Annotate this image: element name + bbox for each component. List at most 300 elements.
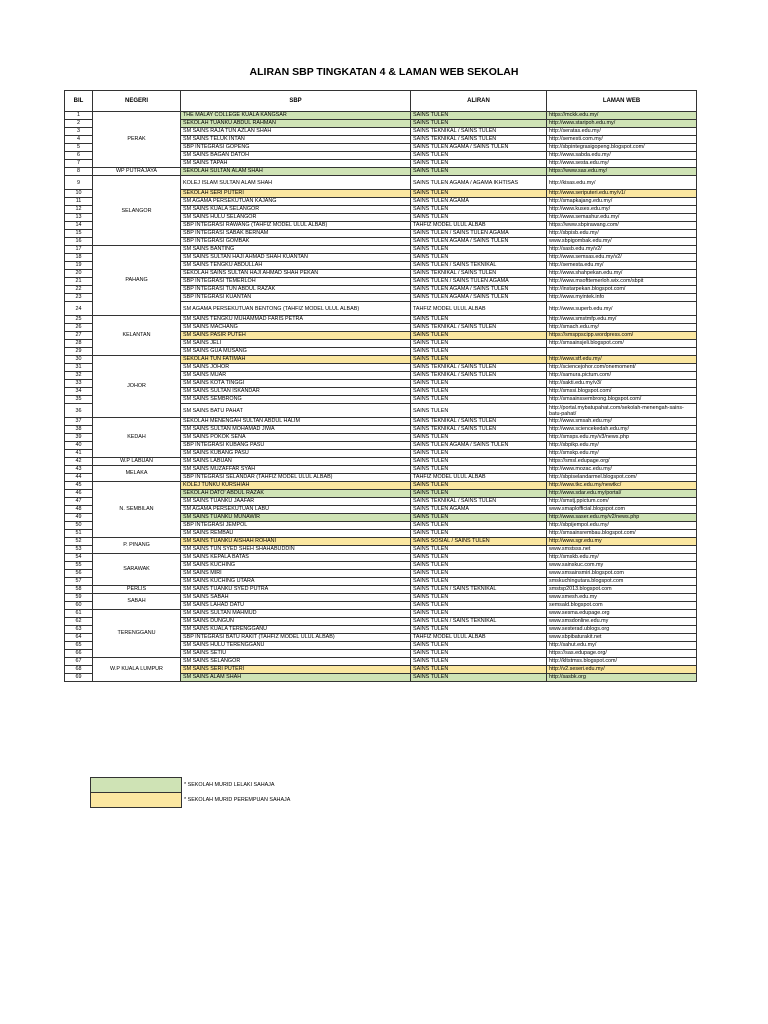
cell-sbp: SM SAINS DUNGUN bbox=[181, 618, 411, 626]
cell-bil: 42 bbox=[65, 458, 93, 466]
cell-bil: 15 bbox=[65, 230, 93, 238]
cell-sbp: SBP INTEGRASI BATU RAKIT (TAHFIZ MODEL ULUL ALBAB) bbox=[181, 634, 411, 642]
cell-bil: 14 bbox=[65, 222, 93, 230]
cell-bil: 31 bbox=[65, 364, 93, 372]
cell-bil: 67 bbox=[65, 658, 93, 666]
cell-sbp: SM AGAMA PERSEKUTUAN BENTONG (TAHFIZ MODEL ULUL ALBAB) bbox=[181, 302, 411, 316]
cell-bil: 29 bbox=[65, 348, 93, 356]
cell-web[interactable]: http://sasbk.org bbox=[547, 674, 697, 682]
cell-sbp: SM SAINS SERI PUTERI bbox=[181, 666, 411, 674]
cell-bil: 49 bbox=[65, 514, 93, 522]
cell-web[interactable]: http://www.mozac.edu.my/ bbox=[547, 466, 697, 474]
cell-bil: 56 bbox=[65, 570, 93, 578]
cell-aliran: TAHFIZ MODEL ULUL ALBAB bbox=[411, 474, 547, 482]
legend-swatch-male bbox=[91, 778, 182, 793]
cell-web[interactable]: http://seratas.edu.my/ bbox=[547, 128, 697, 136]
cell-aliran: SAINS TULEN / SAINS TEKNIKAL bbox=[411, 586, 547, 594]
cell-sbp: SM AGAMA PERSEKUTUAN LABU bbox=[181, 506, 411, 514]
cell-bil: 64 bbox=[65, 634, 93, 642]
cell-web[interactable]: http://www.sciencekedah.edu.my/ bbox=[547, 426, 697, 434]
cell-sbp: SM SAINS TUANKU JAAFAR bbox=[181, 498, 411, 506]
cell-aliran: SAINS TULEN bbox=[411, 160, 547, 168]
cell-web[interactable]: http://sbpijempol.edu.my/ bbox=[547, 522, 697, 530]
cell-sbp: SM SAINS RAJA TUN AZLAN SHAH bbox=[181, 128, 411, 136]
table-row bbox=[65, 466, 697, 474]
cell-aliran: SAINS TULEN bbox=[411, 214, 547, 222]
cell-sbp: SM SAINS KUALA TERENGGANU bbox=[181, 626, 411, 634]
cell-sbp: SM SAINS BANTING bbox=[181, 246, 411, 254]
cell-web[interactable]: http://v2.seseri.edu.my/ bbox=[547, 666, 697, 674]
cell-web[interactable]: http://samura.pictum.com/ bbox=[547, 372, 697, 380]
cell-bil: 25 bbox=[65, 316, 93, 324]
cell-sbp: SM SAINS HULU TERENGGANU bbox=[181, 642, 411, 650]
cell-bil: 2 bbox=[65, 120, 93, 128]
cell-aliran: SAINS TEKNIKAL / SAINS TULEN bbox=[411, 324, 547, 332]
cell-sbp: SM SAINS BATU PAHAT bbox=[181, 404, 411, 418]
cell-aliran: SAINS TULEN AGAMA / SAINS TULEN bbox=[411, 238, 547, 246]
cell-negeri: SARAWAK bbox=[93, 554, 181, 586]
cell-sbp: SM SAINS SULTAN MOHAMAD JIWA bbox=[181, 426, 411, 434]
table-row bbox=[65, 458, 697, 466]
cell-sbp: SM SAINS MUAR bbox=[181, 372, 411, 380]
cell-web[interactable]: www.smaplofficial.blogspot.com bbox=[547, 506, 697, 514]
cell-web[interactable]: http://semesta.edu.my/ bbox=[547, 262, 697, 270]
cell-sbp: SM SAINS LAHAD DATU bbox=[181, 602, 411, 610]
cell-web[interactable]: http://sbpisb.edu.my/ bbox=[547, 230, 697, 238]
cell-web[interactable]: semsald.blogspot.com bbox=[547, 602, 697, 610]
cell-bil: 27 bbox=[65, 332, 93, 340]
cell-sbp: SM SAINS GUA MUSANG bbox=[181, 348, 411, 356]
cell-bil: 26 bbox=[65, 324, 93, 332]
cell-aliran: SAINS TULEN bbox=[411, 168, 547, 176]
cell-bil: 45 bbox=[65, 482, 93, 490]
cell-bil: 52 bbox=[65, 538, 93, 546]
cell-web[interactable]: http://kisas.edu.my/ bbox=[547, 176, 697, 190]
cell-sbp: SM SAINS JOHOR bbox=[181, 364, 411, 372]
cell-web[interactable]: https://mckk.edu.my/ bbox=[547, 112, 697, 120]
cell-sbp: SM SAINS MIRI bbox=[181, 570, 411, 578]
cell-sbp: SM SAINS BAGAN DATOH bbox=[181, 152, 411, 160]
cell-aliran: SAINS TULEN AGAMA bbox=[411, 198, 547, 206]
cell-aliran: SAINS TULEN bbox=[411, 206, 547, 214]
cell-bil: 43 bbox=[65, 466, 93, 474]
cell-bil: 30 bbox=[65, 356, 93, 364]
cell-web[interactable]: http://smstj.ppictum.com/ bbox=[547, 498, 697, 506]
school-table bbox=[64, 90, 697, 682]
cell-bil: 47 bbox=[65, 498, 93, 506]
cell-sbp: SM SAINS SELANGOR bbox=[181, 658, 411, 666]
cell-bil: 20 bbox=[65, 270, 93, 278]
cell-sbp: SEKOLAH TUN FATIMAH bbox=[181, 356, 411, 364]
cell-aliran: SAINS TULEN AGAMA / SAINS TULEN bbox=[411, 294, 547, 302]
cell-aliran: TAHFIZ MODEL ULUL ALBAB bbox=[411, 634, 547, 642]
cell-aliran: SAINS TEKNIKAL / SAINS TULEN bbox=[411, 498, 547, 506]
cell-bil: 32 bbox=[65, 372, 93, 380]
cell-aliran: SAINS TULEN bbox=[411, 594, 547, 602]
cell-sbp: SBP INTEGRASI SELANDAR (TAHFIZ MODEL ULUL ALBAB) bbox=[181, 474, 411, 482]
cell-sbp: SEKOLAH MENENGAH SULTAN ABDUL HALIM bbox=[181, 418, 411, 426]
cell-web[interactable]: http://sahut.edu.my/ bbox=[547, 642, 697, 650]
cell-web[interactable]: http://www.semsas.edu.my/v2/ bbox=[547, 254, 697, 262]
cell-bil: 34 bbox=[65, 388, 93, 396]
cell-sbp: SM SAINS SEMBRONG bbox=[181, 396, 411, 404]
cell-bil: 62 bbox=[65, 618, 93, 626]
cell-aliran: SAINS TULEN bbox=[411, 450, 547, 458]
cell-sbp: SEKOLAH DATO' ABDUL RAZAK bbox=[181, 490, 411, 498]
cell-bil: 3 bbox=[65, 128, 93, 136]
cell-negeri: MELAKA bbox=[93, 466, 181, 482]
cell-sbp: SM SAINS MUZAFFAR SYAH bbox=[181, 466, 411, 474]
cell-bil: 9 bbox=[65, 176, 93, 190]
cell-aliran: TAHFIZ MODEL ULUL ALBAB bbox=[411, 302, 547, 316]
cell-bil: 69 bbox=[65, 674, 93, 682]
cell-sbp: SM SAINS SULTAN HAJI AHMAD SHAH KUANTAN bbox=[181, 254, 411, 262]
cell-sbp: SM AGAMA PERSEKUTUAN KAJANG bbox=[181, 198, 411, 206]
cell-sbp: SBP INTEGRASI GOMBAK bbox=[181, 238, 411, 246]
cell-negeri: P. PINANG bbox=[93, 538, 181, 554]
cell-web[interactable]: http://sbpikp.edu.my/ bbox=[547, 442, 697, 450]
cell-bil: 37 bbox=[65, 418, 93, 426]
cell-sbp: SM SAINS KUCHING bbox=[181, 562, 411, 570]
cell-bil: 21 bbox=[65, 278, 93, 286]
cell-web[interactable]: www.smesh.edu.my bbox=[547, 594, 697, 602]
cell-web[interactable]: http://www.semashur.edu.my/ bbox=[547, 214, 697, 222]
cell-web[interactable]: http://sbpintegrasigopeng.blogspot.com/ bbox=[547, 144, 697, 152]
cell-sbp: SM SAINS PASIR PUTEH bbox=[181, 332, 411, 340]
cell-aliran: SAINS TULEN bbox=[411, 490, 547, 498]
cell-aliran: SAINS TULEN bbox=[411, 514, 547, 522]
cell-bil: 50 bbox=[65, 522, 93, 530]
cell-bil: 28 bbox=[65, 340, 93, 348]
legend bbox=[90, 777, 346, 808]
cell-web[interactable]: http://www.msofttemerloh.wix.com/sbpit bbox=[547, 278, 697, 286]
cell-web[interactable]: smskuchingutara.blogspot.com bbox=[547, 578, 697, 586]
table-row bbox=[65, 538, 697, 546]
cell-aliran: SAINS TULEN bbox=[411, 380, 547, 388]
cell-aliran: SAINS TULEN bbox=[411, 610, 547, 618]
cell-web[interactable]: http://www.sgr.edu.my bbox=[547, 538, 697, 546]
cell-sbp: SM SAINS SABAH bbox=[181, 594, 411, 602]
cell-sbp: SBP INTEGRASI SABAK BERNAM bbox=[181, 230, 411, 238]
cell-sbp: SM SAINS KUBANG PASU bbox=[181, 450, 411, 458]
cell-aliran: SAINS TULEN bbox=[411, 356, 547, 364]
cell-sbp: SBP INTEGRASI TEMERLOH bbox=[181, 278, 411, 286]
cell-negeri: KEDAH bbox=[93, 418, 181, 458]
cell-bil: 1 bbox=[65, 112, 93, 120]
table-row bbox=[65, 554, 697, 562]
cell-bil: 60 bbox=[65, 602, 93, 610]
table-row bbox=[65, 610, 697, 618]
cell-web[interactable]: http://smskp.edu.my/ bbox=[547, 450, 697, 458]
cell-web[interactable]: http://www.sdar.edu.my/portal/ bbox=[547, 490, 697, 498]
cell-aliran: SAINS TULEN bbox=[411, 578, 547, 586]
cell-bil: 18 bbox=[65, 254, 93, 262]
cell-aliran: SAINS TULEN bbox=[411, 254, 547, 262]
cell-sbp: SM SAINS TENGKU ABDULLAH bbox=[181, 262, 411, 270]
cell-aliran: SAINS TULEN / SAINS TULEN AGAMA bbox=[411, 230, 547, 238]
cell-aliran: SAINS TEKNIKAL / SAINS TULEN bbox=[411, 270, 547, 278]
table-body bbox=[65, 112, 697, 682]
cell-bil: 55 bbox=[65, 562, 93, 570]
page-title: ALIRAN SBP TINGKATAN 4 & LAMAN WEB SEKOLAH bbox=[249, 66, 519, 78]
cell-aliran: SAINS TEKNIKAL / SAINS TULEN bbox=[411, 364, 547, 372]
cell-aliran: SAINS TULEN bbox=[411, 626, 547, 634]
cell-web[interactable]: http://smsps.edu.my/v3/news.php bbox=[547, 434, 697, 442]
cell-sbp: SM SAINS LABUAN bbox=[181, 458, 411, 466]
cell-sbp: SM SAINS TELUK INTAN bbox=[181, 136, 411, 144]
cell-aliran: SAINS TULEN bbox=[411, 570, 547, 578]
cell-bil: 44 bbox=[65, 474, 93, 482]
cell-web[interactable]: http://www.superb.edu.my/ bbox=[547, 302, 697, 316]
cell-web[interactable]: http://semesti.com.my/ bbox=[547, 136, 697, 144]
cell-web[interactable]: http://sbpiselandarmel.blogspot.com/ bbox=[547, 474, 697, 482]
cell-web[interactable]: www.smsdonline.edu.my bbox=[547, 618, 697, 626]
cell-bil: 40 bbox=[65, 442, 93, 450]
cell-aliran: SAINS TULEN bbox=[411, 396, 547, 404]
cell-aliran: SAINS TULEN bbox=[411, 546, 547, 554]
cell-aliran: SAINS TULEN bbox=[411, 554, 547, 562]
cell-sbp: SM SAINS POKOK SENA bbox=[181, 434, 411, 442]
cell-bil: 48 bbox=[65, 506, 93, 514]
cell-aliran: SAINS TULEN bbox=[411, 190, 547, 198]
cell-negeri: SELANGOR bbox=[93, 176, 181, 246]
cell-sbp: SEKOLAH TUANKU ABDUL RAHMAN bbox=[181, 120, 411, 128]
cell-sbp: SM SAINS TUANKU MUNAWIR bbox=[181, 514, 411, 522]
cell-bil: 16 bbox=[65, 238, 93, 246]
table-row bbox=[65, 594, 697, 602]
cell-sbp: SM SAINS SULTAN ISKANDAR bbox=[181, 388, 411, 396]
cell-aliran: SAINS TULEN bbox=[411, 340, 547, 348]
cell-sbp: SBP INTEGRASI JEMPOL bbox=[181, 522, 411, 530]
table-header-row bbox=[65, 91, 697, 112]
cell-aliran: SAINS TULEN AGAMA bbox=[411, 506, 547, 514]
cell-web[interactable]: http://smapkajang.edu.my/ bbox=[547, 198, 697, 206]
cell-web[interactable]: https://www.sbpirawang.com/ bbox=[547, 222, 697, 230]
cell-negeri: PAHANG bbox=[93, 246, 181, 316]
cell-web[interactable]: www.sbpibaturakit.net bbox=[547, 634, 697, 642]
cell-web[interactable]: http://smskb.edu.my/ bbox=[547, 554, 697, 562]
cell-web[interactable]: https://www.sas.edu.my/ bbox=[547, 168, 697, 176]
cell-web[interactable]: smstsp2013.blogspot.com bbox=[547, 586, 697, 594]
cell-aliran: SAINS TEKNIKAL / SAINS TULEN bbox=[411, 426, 547, 434]
header-negeri: NEGERI bbox=[93, 91, 181, 112]
cell-bil: 5 bbox=[65, 144, 93, 152]
cell-aliran: SAINS TULEN bbox=[411, 530, 547, 538]
cell-negeri: SABAH bbox=[93, 594, 181, 610]
cell-bil: 58 bbox=[65, 586, 93, 594]
cell-aliran: SAINS TULEN AGAMA / AGAMA IKHTISAS bbox=[411, 176, 547, 190]
cell-bil: 7 bbox=[65, 160, 93, 168]
cell-web[interactable] bbox=[547, 348, 697, 356]
cell-sbp: SEKOLAH SERI PUTERI bbox=[181, 190, 411, 198]
cell-aliran: SAINS TULEN / SAINS TEKNIKAL bbox=[411, 262, 547, 270]
cell-bil: 22 bbox=[65, 286, 93, 294]
cell-web[interactable]: http://www.sabda.edu.my/ bbox=[547, 152, 697, 160]
cell-web[interactable]: https://sas.edupage.org/ bbox=[547, 650, 697, 658]
cell-sbp: SM SAINS KEPALA BATAS bbox=[181, 554, 411, 562]
table-row bbox=[65, 586, 697, 594]
cell-bil: 10 bbox=[65, 190, 93, 198]
cell-web[interactable]: http://www.smsah.edu.my/ bbox=[547, 418, 697, 426]
cell-web[interactable]: http://www.myintek.info bbox=[547, 294, 697, 302]
cell-sbp: SBP INTEGRASI KUANTAN bbox=[181, 294, 411, 302]
cell-web[interactable]: http://www.staripoh.edu.my/ bbox=[547, 120, 697, 128]
cell-aliran: SAINS TULEN bbox=[411, 120, 547, 128]
cell-bil: 53 bbox=[65, 546, 93, 554]
cell-web[interactable]: http://www.stf.edu.my/ bbox=[547, 356, 697, 364]
cell-bil: 24 bbox=[65, 302, 93, 316]
cell-web[interactable]: www.sesterad.ublogs.org bbox=[547, 626, 697, 634]
cell-aliran: SAINS TULEN bbox=[411, 666, 547, 674]
cell-web[interactable]: http://sakti.edu.my/v3/ bbox=[547, 380, 697, 388]
cell-web[interactable]: https://smsl.edupage.org/ bbox=[547, 458, 697, 466]
cell-bil: 19 bbox=[65, 262, 93, 270]
cell-negeri: KELANTAN bbox=[93, 316, 181, 356]
table-row bbox=[65, 112, 697, 120]
cell-web[interactable]: http://www.sesta.edu.my/ bbox=[547, 160, 697, 168]
cell-sbp: SBP INTEGRASI RAWANG (TAHFIZ MODEL ULUL ALBAB) bbox=[181, 222, 411, 230]
cell-negeri: JOHOR bbox=[93, 356, 181, 418]
cell-web[interactable]: http://smssi.blogspot.com/ bbox=[547, 388, 697, 396]
cell-sbp: SBP INTEGRASI KUBANG PASU bbox=[181, 442, 411, 450]
cell-bil: 54 bbox=[65, 554, 93, 562]
cell-web[interactable]: http://www.smstmfp.edu.my/ bbox=[547, 316, 697, 324]
table-row bbox=[65, 658, 697, 666]
cell-aliran: SAINS TULEN bbox=[411, 642, 547, 650]
cell-negeri: WP PUTRAJAYA bbox=[93, 168, 181, 176]
cell-sbp: SM SAINS MACHANG bbox=[181, 324, 411, 332]
cell-bil: 4 bbox=[65, 136, 93, 144]
cell-web[interactable]: http://www.saser.edu.my/v2/news.php bbox=[547, 514, 697, 522]
cell-aliran: SAINS TULEN bbox=[411, 152, 547, 160]
cell-aliran: SAINS TULEN bbox=[411, 332, 547, 340]
cell-sbp: SM SAINS SULTAN MAHMUD bbox=[181, 610, 411, 618]
cell-sbp: SEKOLAH SULTAN ALAM SHAH bbox=[181, 168, 411, 176]
cell-aliran: SAINS TULEN bbox=[411, 522, 547, 530]
cell-bil: 65 bbox=[65, 642, 93, 650]
header-laman-web: LAMAN WEB bbox=[547, 91, 697, 112]
cell-sbp: THE MALAY COLLEGE KUALA KANGSAR bbox=[181, 112, 411, 120]
table-row bbox=[65, 176, 697, 190]
cell-bil: 63 bbox=[65, 626, 93, 634]
cell-web[interactable]: www.smsainsmiri.blogspot.com bbox=[547, 570, 697, 578]
cell-sbp: SM SAINS HULU SELANGOR bbox=[181, 214, 411, 222]
cell-web[interactable]: www.smstsss.net bbox=[547, 546, 697, 554]
cell-bil: 33 bbox=[65, 380, 93, 388]
cell-aliran: SAINS TEKNIKAL / SAINS TULEN bbox=[411, 418, 547, 426]
cell-negeri: N. SEMBILAN bbox=[93, 482, 181, 538]
cell-web[interactable]: http://smsainsrembau.blogspot.com/ bbox=[547, 530, 697, 538]
cell-aliran: SAINS TULEN bbox=[411, 404, 547, 418]
cell-sbp: SM SAINS JELI bbox=[181, 340, 411, 348]
cell-web[interactable]: https://smsppscipp.wordpress.com/ bbox=[547, 332, 697, 340]
cell-web[interactable]: www.sesma.edupage.org bbox=[547, 610, 697, 618]
table-row bbox=[65, 168, 697, 176]
legend-text-male: * SEKOLAH MURID LELAKI SAHAJA bbox=[182, 778, 347, 793]
cell-bil: 66 bbox=[65, 650, 93, 658]
cell-bil: 41 bbox=[65, 450, 93, 458]
cell-aliran: SAINS TULEN bbox=[411, 466, 547, 474]
cell-negeri: PERAK bbox=[93, 112, 181, 168]
cell-web[interactable]: www.sainskuc.com.my bbox=[547, 562, 697, 570]
cell-aliran: SAINS TULEN AGAMA / SAINS TULEN bbox=[411, 286, 547, 294]
cell-web[interactable]: http://www.seriputeri.edu.my/v1/ bbox=[547, 190, 697, 198]
cell-bil: 17 bbox=[65, 246, 93, 254]
cell-sbp: SBP INTEGRASI GOPENG bbox=[181, 144, 411, 152]
cell-bil: 38 bbox=[65, 426, 93, 434]
cell-aliran: SAINS TULEN bbox=[411, 316, 547, 324]
cell-web[interactable]: http://smach.edu.my/ bbox=[547, 324, 697, 332]
cell-bil: 36 bbox=[65, 404, 93, 418]
cell-aliran: SAINS SOSIAL / SAINS TULEN bbox=[411, 538, 547, 546]
cell-web[interactable]: http://smsainssembrong.blogspot.com/ bbox=[547, 396, 697, 404]
cell-aliran: SAINS TULEN bbox=[411, 602, 547, 610]
cell-sbp: SM SAINS SETIU bbox=[181, 650, 411, 658]
cell-sbp: SM SAINS KUCHING UTARA bbox=[181, 578, 411, 586]
cell-sbp: SM SAINS TUANKU AISHAH ROHANI bbox=[181, 538, 411, 546]
cell-bil: 61 bbox=[65, 610, 93, 618]
cell-web[interactable]: http://www.kuses.edu.my/ bbox=[547, 206, 697, 214]
cell-web[interactable]: http://instarpekan.blogspot.com/ bbox=[547, 286, 697, 294]
cell-aliran: SAINS TULEN bbox=[411, 348, 547, 356]
cell-aliran: SAINS TEKNIKAL / SAINS TULEN bbox=[411, 128, 547, 136]
cell-web[interactable]: www.sbpigombak.edu.my/ bbox=[547, 238, 697, 246]
cell-aliran: SAINS TULEN / SAINS TEKNIKAL bbox=[411, 618, 547, 626]
cell-sbp: SM SAINS TUANKU SYED PUTRA bbox=[181, 586, 411, 594]
cell-bil: 6 bbox=[65, 152, 93, 160]
cell-aliran: SAINS TULEN bbox=[411, 674, 547, 682]
table-row bbox=[65, 356, 697, 364]
cell-negeri: TERENGGANU bbox=[93, 610, 181, 658]
header-aliran: ALIRAN bbox=[411, 91, 547, 112]
cell-sbp: SM SAINS TAPAH bbox=[181, 160, 411, 168]
cell-bil: 12 bbox=[65, 206, 93, 214]
cell-web[interactable]: http://sciencejohor.com/onemoment/ bbox=[547, 364, 697, 372]
cell-bil: 59 bbox=[65, 594, 93, 602]
cell-aliran: SAINS TULEN bbox=[411, 658, 547, 666]
cell-aliran: SAINS TULEN bbox=[411, 246, 547, 254]
cell-bil: 46 bbox=[65, 490, 93, 498]
cell-sbp: SM SAINS KOTA TINGGI bbox=[181, 380, 411, 388]
cell-aliran: TAHFIZ MODEL ULUL ALBAB bbox=[411, 222, 547, 230]
cell-bil: 68 bbox=[65, 666, 93, 674]
legend-text-female: * SEKOLAH MURID PEREMPUAN SAHAJA bbox=[182, 793, 347, 808]
legend-item-female bbox=[91, 793, 347, 808]
header-bil: BIL bbox=[65, 91, 93, 112]
cell-bil: 57 bbox=[65, 578, 93, 586]
cell-bil: 13 bbox=[65, 214, 93, 222]
cell-sbp: SM SAINS TENGKU MUHAMMAD FARIS PETRA bbox=[181, 316, 411, 324]
cell-sbp: KOLEJ ISLAM SULTAN ALAM SHAH bbox=[181, 176, 411, 190]
table-row bbox=[65, 246, 697, 254]
cell-negeri: W.P KUALA LUMPUR bbox=[93, 658, 181, 682]
cell-web[interactable]: http://smsainsjeli.blogspot.com/ bbox=[547, 340, 697, 348]
legend-swatch-female bbox=[91, 793, 182, 808]
cell-aliran: SAINS TULEN bbox=[411, 482, 547, 490]
cell-sbp: SM SAINS ALAM SHAH bbox=[181, 674, 411, 682]
cell-web[interactable]: http://www.tkc.edu.my/newtkc/ bbox=[547, 482, 697, 490]
cell-aliran: SAINS TULEN bbox=[411, 434, 547, 442]
table-row bbox=[65, 482, 697, 490]
cell-web[interactable]: http://kltstmss.blogspot.com/ bbox=[547, 658, 697, 666]
cell-web[interactable]: http://portal.mybatupahat.com/sekolah-menengah-sains-batu-pahat/ bbox=[547, 404, 697, 418]
cell-aliran: SAINS TULEN bbox=[411, 562, 547, 570]
cell-aliran: SAINS TULEN bbox=[411, 650, 547, 658]
cell-web[interactable]: http://sasb.edu.my/v2/ bbox=[547, 246, 697, 254]
legend-item-male bbox=[91, 778, 347, 793]
cell-web[interactable]: http://www.shahpekan.edu.my/ bbox=[547, 270, 697, 278]
cell-sbp: SM SAINS REMBAU bbox=[181, 530, 411, 538]
